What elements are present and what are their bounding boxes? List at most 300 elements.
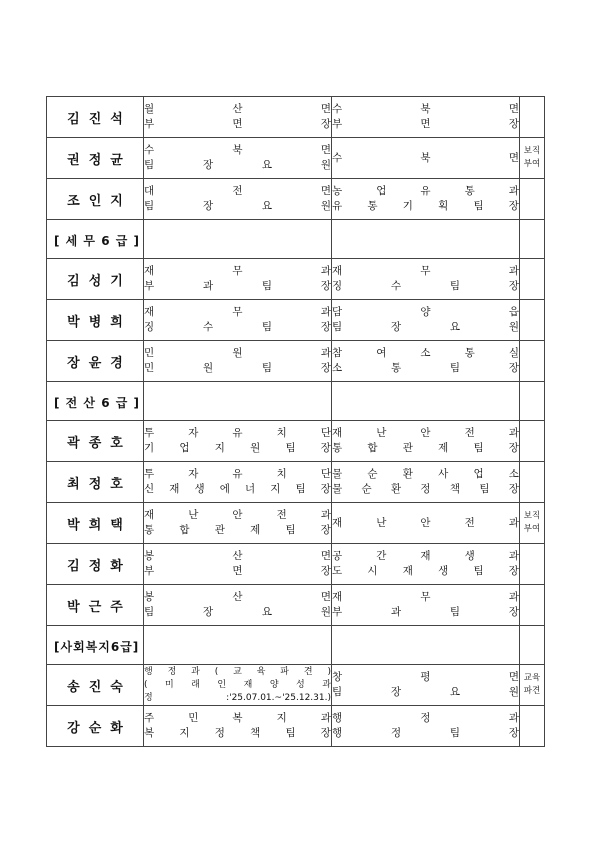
position-token: 행 [144,666,153,677]
current-position-line [144,102,331,117]
position-token: 과 [390,606,402,618]
remarks-cell [520,503,545,544]
name-cell [47,462,144,503]
position-token: 제 [250,524,261,536]
current-position-cell [144,585,332,626]
position-token: 민 [188,712,199,724]
new-position-cell [332,665,520,706]
person-row [47,665,545,706]
remark-text: 파견 [523,686,541,696]
position-token: 요 [261,159,273,171]
position-token: 성 [296,679,305,690]
position-token: 안 [420,427,431,439]
new-position-line [332,264,519,279]
position-token: 면 [232,565,243,577]
position-token: 장 [320,727,331,739]
new-position-line [332,441,519,456]
position-token: 팀 [332,321,343,333]
new-position-line [332,564,519,579]
name-cell [47,97,144,138]
position-token: 부 [332,606,343,618]
employee-name: 김정화 [67,558,132,574]
position-token: 팀 [449,727,461,739]
employee-name: 박근주 [67,599,132,615]
position-token: 자 [188,468,199,480]
position-token: 팀 [473,200,484,212]
name-cell [47,544,144,585]
new-position-line [332,117,519,132]
current-position-cell [144,259,332,300]
remarks-cell [520,585,545,626]
position-token: 팀 [449,362,461,374]
position-token: 장 [508,606,519,618]
position-token: 면 [232,118,243,130]
section-header-cell [47,626,144,665]
employee-name: 김성기 [67,273,132,289]
position-token: 팀 [144,200,155,212]
section-row [47,382,545,421]
position-token: 정 [420,483,431,495]
position-token: 장 [320,483,331,495]
position-token: 산 [232,550,243,562]
new-position-cell [332,97,520,138]
current-position-line [144,305,331,320]
position-token: 팀 [479,483,490,495]
current-position-line [144,549,331,564]
position-token: 신 [144,483,155,495]
position-token: 장 [320,565,331,577]
position-token: 팀 [449,606,461,618]
new-position-line [332,482,519,497]
position-token: 담 [332,306,343,318]
position-token: 여 [376,347,387,359]
position-token: 장 [320,118,331,130]
position-token: 시 [367,565,378,577]
name-cell [47,503,144,544]
position-token: 난 [376,516,387,529]
position-token: 유 [232,468,243,480]
position-token: 정 [167,666,177,677]
position-token: 안 [420,516,431,529]
current-position-line [144,199,331,214]
new-position-line [332,549,519,564]
name-cell [47,585,144,626]
position-token: 과 [508,265,519,277]
position-token: 재 [144,265,155,277]
position-token: 수 [202,321,214,333]
position-token: 팀 [144,159,155,171]
position-token: 원 [508,321,519,333]
employee-name: 박병희 [67,314,132,330]
empty-note-cell [520,626,545,665]
current-position-cell [144,179,332,220]
position-token: 양 [269,679,279,690]
position-token: 순 [367,468,378,480]
position-token: 양 [420,306,431,318]
position-token: 래 [191,679,200,690]
position-token: 원 [320,200,331,212]
position-token: 제 [438,442,449,454]
position-token: 통 [390,362,402,374]
position-token: 단 [320,427,331,439]
position-token: 원 [320,159,331,171]
position-token: 업 [179,442,190,454]
position-token: 요 [449,686,461,698]
position-token: 무 [232,306,243,318]
position-token: 원 [250,442,261,454]
current-position-line [144,117,331,132]
person-row [47,300,545,341]
position-token: 인 [217,679,227,690]
position-token: 장 [202,200,214,212]
position-token: 민 [144,347,155,359]
current-position-line [144,184,331,199]
remark-text: 보직 [523,146,541,156]
current-position-line [144,264,331,279]
person-row [47,421,545,462]
position-token: 재 [332,591,343,603]
position-token: 사 [438,468,449,480]
position-token: 소 [420,347,431,359]
current-position-cell [144,706,332,747]
position-token: 장 [320,321,331,333]
position-token: 기 [402,200,413,212]
empty-note-cell [520,220,545,259]
position-token: 징 [144,321,155,333]
position-token: 간 [376,550,387,562]
position-token: 과 [191,666,200,677]
position-token: 지 [214,442,225,454]
position-token: 원 [508,686,519,698]
current-position-cell [144,462,332,503]
position-token: 산 [232,591,243,603]
remarks-cell [520,300,545,341]
position-token: 통 [367,200,378,212]
position-token: 창 [332,671,343,683]
position-token: 순 [361,483,372,495]
new-position-cell [332,462,520,503]
position-token: 과 [508,516,519,529]
position-token: 요 [449,321,461,333]
position-token: 파 [280,666,289,677]
empty-to-cell [332,626,520,665]
position-token: 요 [261,200,273,212]
position-token: 읍 [508,306,519,318]
name-cell [47,138,144,179]
name-cell [47,259,144,300]
position-token: 부 [144,118,155,130]
personnel-table [46,96,545,747]
position-token: 육 [256,666,266,677]
current-position-cell [144,665,332,706]
position-token: 팀 [285,524,296,536]
new-position-line [332,711,519,726]
new-position-line [332,279,519,294]
position-token: 재 [144,509,155,521]
employee-name: 김진석 [67,111,132,127]
current-position-line [144,320,331,335]
current-position-line [144,590,331,605]
position-token: 생 [194,483,205,495]
position-token: 치 [276,468,287,480]
current-position-line [144,482,331,497]
position-token: 기 [144,442,155,454]
remark-text: 부여 [523,159,541,169]
position-token: 통 [332,442,343,454]
new-position-line [332,305,519,320]
position-token: 장 [508,483,519,495]
new-position-line [332,670,519,685]
person-row [47,138,545,179]
position-token: 교 [233,666,242,677]
new-position-line [332,102,519,117]
position-token: 북 [232,144,243,156]
remarks-cell [520,259,545,300]
position-token: 과 [320,347,331,359]
position-token: 대 [144,185,155,197]
current-position-cell [144,421,332,462]
position-token: 봉 [144,591,155,603]
position-token: 무 [420,265,431,277]
current-position-cell [144,138,332,179]
remarks-cell [520,97,545,138]
position-token: 유 [420,185,431,197]
position-token: 도 [332,565,343,577]
position-token: 과 [202,280,214,292]
person-row [47,341,545,382]
position-token: 팀 [332,686,343,698]
empty-to-cell [332,220,520,259]
position-token: 장 [508,280,519,292]
position-token: 재 [243,679,253,690]
position-token: 무 [232,265,243,277]
remarks-cell [520,179,545,220]
position-token: 장 [508,200,519,212]
position-token: 팀 [449,280,461,292]
position-token: 환 [402,468,413,480]
current-position-line [144,508,331,523]
position-token: 요 [261,606,273,618]
name-cell [47,341,144,382]
position-token: 장 [390,321,402,333]
name-cell [47,421,144,462]
position-token: 장 [508,442,519,454]
position-token: 수 [332,151,343,164]
new-position-line [332,151,519,166]
new-position-line [332,361,519,376]
position-token: 팀 [144,606,155,618]
employee-name: 강순화 [67,720,132,736]
current-position-cell [144,300,332,341]
position-token: 장 [320,280,331,292]
new-position-cell [332,503,520,544]
section-title: [사회복지6급] [54,639,140,654]
position-token: 관 [402,442,413,454]
name-cell [47,665,144,706]
position-token: 재 [169,483,180,495]
position-token: 견 [303,666,313,677]
new-position-line [332,199,519,214]
position-token: 전 [232,185,243,197]
position-token: 과 [508,712,519,724]
position-token: 소 [332,362,343,374]
position-token: 팀 [285,442,296,454]
current-position-line [144,143,331,158]
position-token: ( [144,679,148,690]
position-token: 원 [232,347,243,359]
new-position-cell [332,179,520,220]
position-token: 합 [367,442,378,454]
person-row [47,503,545,544]
remarks-cell [520,421,545,462]
position-token: 획 [438,200,449,212]
position-token: 과 [320,712,331,724]
position-token: 행 [332,727,343,739]
person-row [47,462,545,503]
position-token: 장 [508,727,519,739]
position-token: 면 [508,671,519,683]
position-token: 면 [508,151,519,164]
current-position-line [144,441,331,456]
employee-name: 권정균 [67,152,132,168]
empty-note-cell [520,382,545,421]
position-token: 면 [320,144,331,156]
name-cell [47,300,144,341]
position-token: 과 [508,185,519,197]
position-token: 산 [232,103,243,115]
position-token: 수 [332,103,343,115]
new-position-line [332,685,519,700]
position-token: 주 [144,712,155,724]
position-token: 투 [144,468,155,480]
person-row [47,706,545,747]
current-position-cell [144,544,332,585]
person-row [47,259,545,300]
position-token: ( [214,666,219,677]
current-position-line [144,279,331,294]
position-token: 징 [332,280,343,292]
position-token: 팀 [261,321,273,333]
position-token: 월 [144,103,155,115]
position-token: 책 [250,727,261,739]
position-token: 행 [332,712,343,724]
new-position-line [332,605,519,620]
section-row [47,220,545,259]
new-position-cell [332,138,520,179]
remark-text: 보직 [523,511,541,521]
position-token: 면 [320,591,331,603]
position-token: 업 [473,468,484,480]
position-token: 지 [276,712,287,724]
empty-from-cell [144,626,332,665]
person-row [47,544,545,585]
person-row [47,585,545,626]
new-position-line [332,426,519,441]
current-position-line [144,361,331,376]
position-token: 북 [420,151,431,164]
position-token: 원 [202,362,214,374]
current-position-line [144,564,331,579]
new-position-cell [332,341,520,382]
position-token: 과 [320,265,331,277]
position-token: 합 [179,524,190,536]
new-position-line [332,516,519,531]
position-token: 장 [508,362,519,374]
position-token: 물 [332,468,343,480]
position-token: 정 [420,712,431,724]
empty-from-cell [144,220,332,259]
position-token: 전 [276,509,287,521]
name-cell [47,179,144,220]
new-position-line [332,320,519,335]
position-token: 과 [320,509,331,521]
position-token: 과 [508,591,519,603]
position-token: 면 [320,103,331,115]
section-row [47,626,545,665]
new-position-line [332,726,519,741]
position-token: 정 [390,727,402,739]
remarks-cell [520,341,545,382]
position-token: 장 [320,442,331,454]
position-token: 수 [390,280,402,292]
position-token: 통 [464,185,475,197]
current-position-line [144,426,331,441]
position-token: 장 [202,606,214,618]
position-token: 장 [320,362,331,374]
position-token: 면 [320,185,331,197]
position-token: 난 [376,427,387,439]
person-row [47,97,545,138]
position-token: 봉 [144,550,155,562]
current-position-line [144,692,331,705]
position-token: 유 [232,427,243,439]
employee-name: 조인지 [67,193,132,209]
person-row [47,179,545,220]
section-header-cell [47,382,144,421]
position-token: 부 [332,118,343,130]
position-token: 안 [232,509,243,521]
position-token: 업 [376,185,387,197]
position-token: 유 [332,200,343,212]
employee-name: 송진숙 [67,679,132,695]
position-token: 팀 [261,280,273,292]
current-position-line [144,467,331,482]
position-token: 과 [320,306,331,318]
position-token: 원 [320,606,331,618]
position-token: 장 [320,524,331,536]
position-token: 재 [332,265,343,277]
position-token: 장 [390,686,402,698]
position-token: 너 [245,483,256,495]
section-title: [ 전 산 6 급 ] [54,395,140,410]
position-token: 생 [464,550,475,562]
current-position-line [144,523,331,538]
position-token: 장 [202,159,214,171]
current-position-line [144,666,331,679]
remark-text: 부여 [523,524,541,534]
position-token: 과 [322,679,331,690]
current-position-line [144,711,331,726]
position-token: 투 [144,427,155,439]
position-token: 생 [438,565,449,577]
position-token: 실 [508,347,519,359]
position-token: 재 [332,427,343,439]
remarks-cell [520,138,545,179]
section-header-cell [47,220,144,259]
position-token: 미 [165,679,174,690]
position-token: 면 [420,118,431,130]
position-token: 참 [332,347,343,359]
